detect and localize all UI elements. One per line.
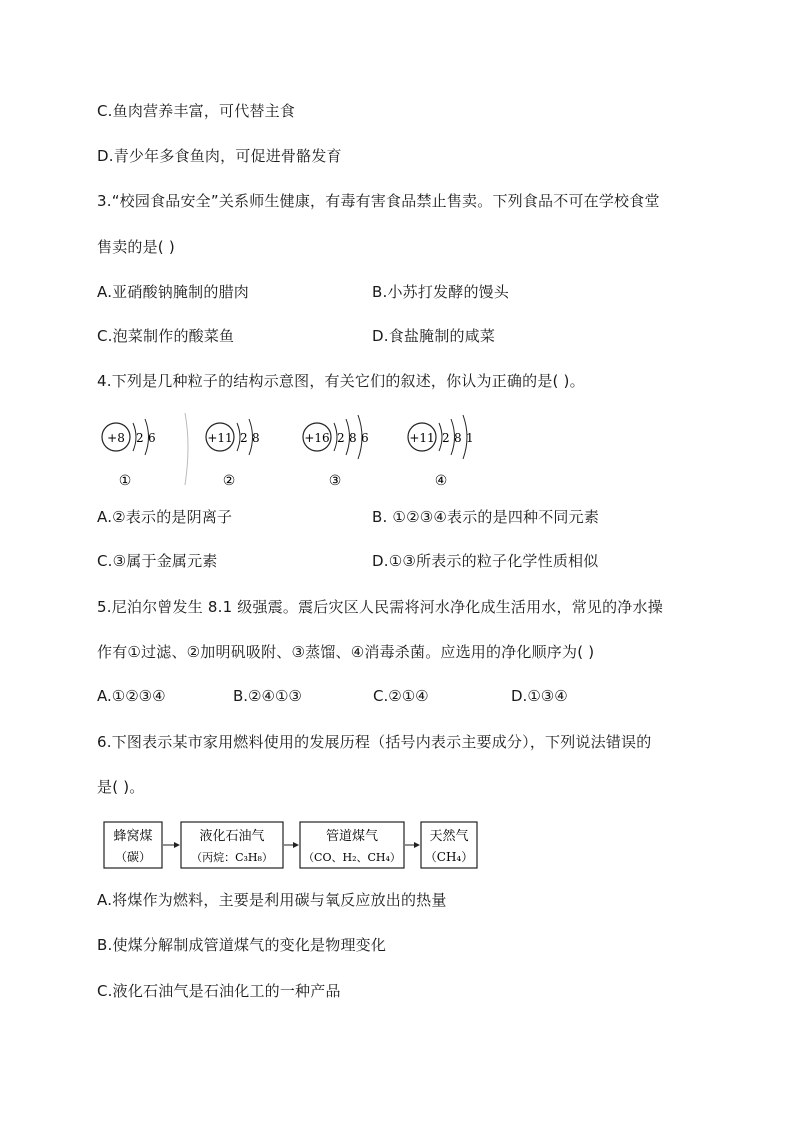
q4-stem: 4.下列是几种粒子的结构示意图，有关它们的叙述，你认为正确的是( )。 — [97, 372, 585, 390]
q5-stem-line2: 作有①过滤、②加明矾吸附、③蒸馏、④消毒杀菌。应选用的净化顺序为( ) — [97, 643, 595, 661]
q3-option-d: D.食盐腌制的咸菜 — [372, 327, 496, 345]
fuel-name: 蜂窝煤 — [113, 829, 153, 844]
shell-electrons: 2 — [240, 431, 248, 445]
particle-label: ④ — [434, 473, 448, 489]
fuel-box-honeycomb-coal — [104, 822, 162, 868]
fuel-box-pipeline-gas — [300, 822, 404, 868]
q5-option-c: C.②①④ — [373, 687, 429, 705]
q3-option-b: B.小苏打发酵的馒头 — [372, 283, 510, 301]
q5-option-d: D.①③④ — [511, 687, 568, 705]
q6-stem-line1: 6.下图表示某市家用燃料使用的发展历程（括号内表示主要成分），下列说法错误的 — [97, 733, 652, 751]
particle-label: ③ — [328, 473, 342, 489]
shell-electrons: 1 — [466, 431, 474, 445]
particle-diagram-2 — [206, 419, 260, 489]
q5-option-b: B.②④①③ — [233, 687, 302, 705]
divider-mark — [185, 413, 188, 485]
particle-label: ② — [222, 473, 236, 489]
shell-electrons: 2 — [136, 431, 144, 445]
fuel-component: （CO、H₂、CH₄） — [303, 851, 401, 864]
q4-option-c: C.③属于金属元素 — [97, 552, 218, 570]
q3-option-c: C.泡菜制作的酸菜鱼 — [97, 327, 235, 345]
q2-option-c: C.鱼肉营养丰富，可代替主食 — [97, 102, 296, 120]
nucleus-charge: +16 — [304, 431, 330, 445]
shell-electrons: 6 — [148, 431, 156, 445]
particle-diagram-3 — [303, 415, 369, 489]
q4-option-a: A.②表示的是阴离子 — [97, 508, 233, 526]
q5-option-a: A.①②③④ — [97, 687, 166, 705]
particle-label: ① — [118, 473, 132, 489]
q6-option-c: C.液化石油气是石油化工的一种产品 — [97, 982, 341, 1000]
nucleus-charge: +11 — [207, 431, 233, 445]
particle-diagram-4 — [408, 415, 474, 489]
fuel-component: （丙烷：C₃H₈） — [191, 851, 273, 864]
shell-electrons: 8 — [349, 431, 357, 445]
q4-option-b: B. ①②③④表示的是四种不同元素 — [372, 508, 600, 526]
q3-stem-line1: 3.“校园食品安全”关系师生健康，有毒有害食品禁止售卖。下列食品不可在学校食堂 — [97, 192, 660, 210]
q4-option-d: D.①③所表示的粒子化学性质相似 — [372, 552, 599, 570]
nucleus-charge: +8 — [107, 431, 125, 445]
q6-option-a: A.将煤作为燃料，主要是利用碳与氧反应放出的热量 — [97, 891, 447, 909]
particle-diagram-1 — [102, 419, 156, 489]
fuel-name: 管道煤气 — [325, 829, 379, 844]
q5-stem-line1: 5.尼泊尔曾发生 8.1 级强震。震后灾区人民需将河水净化成生活用水，常见的净水操 — [97, 598, 663, 616]
shell-electrons: 2 — [442, 431, 450, 445]
fuel-box-natural-gas — [421, 822, 477, 868]
shell-electrons: 8 — [252, 431, 260, 445]
q3-option-a: A.亚硝酸钠腌制的腊肉 — [97, 283, 249, 301]
q3-stem-line2: 售卖的是( ) — [97, 238, 175, 256]
fuel-component: （CH₄） — [424, 850, 474, 864]
fuel-development-flowchart — [103, 820, 483, 872]
atomic-structure-diagrams — [95, 405, 495, 495]
fuel-component: （碳） — [114, 850, 152, 864]
shell-electrons: 6 — [361, 431, 369, 445]
fuel-box-lpg — [181, 822, 283, 868]
shell-electrons: 8 — [454, 431, 462, 445]
shell-electrons: 2 — [337, 431, 345, 445]
q2-option-d: D.青少年多食鱼肉，可促进骨骼发育 — [97, 147, 342, 165]
q6-stem-line2: 是( )。 — [97, 778, 145, 796]
q6-option-b: B.使煤分解制成管道煤气的变化是物理变化 — [97, 936, 387, 954]
fuel-name: 液化石油气 — [199, 829, 265, 844]
nucleus-charge: +11 — [409, 431, 435, 445]
fuel-name: 天然气 — [429, 829, 469, 844]
